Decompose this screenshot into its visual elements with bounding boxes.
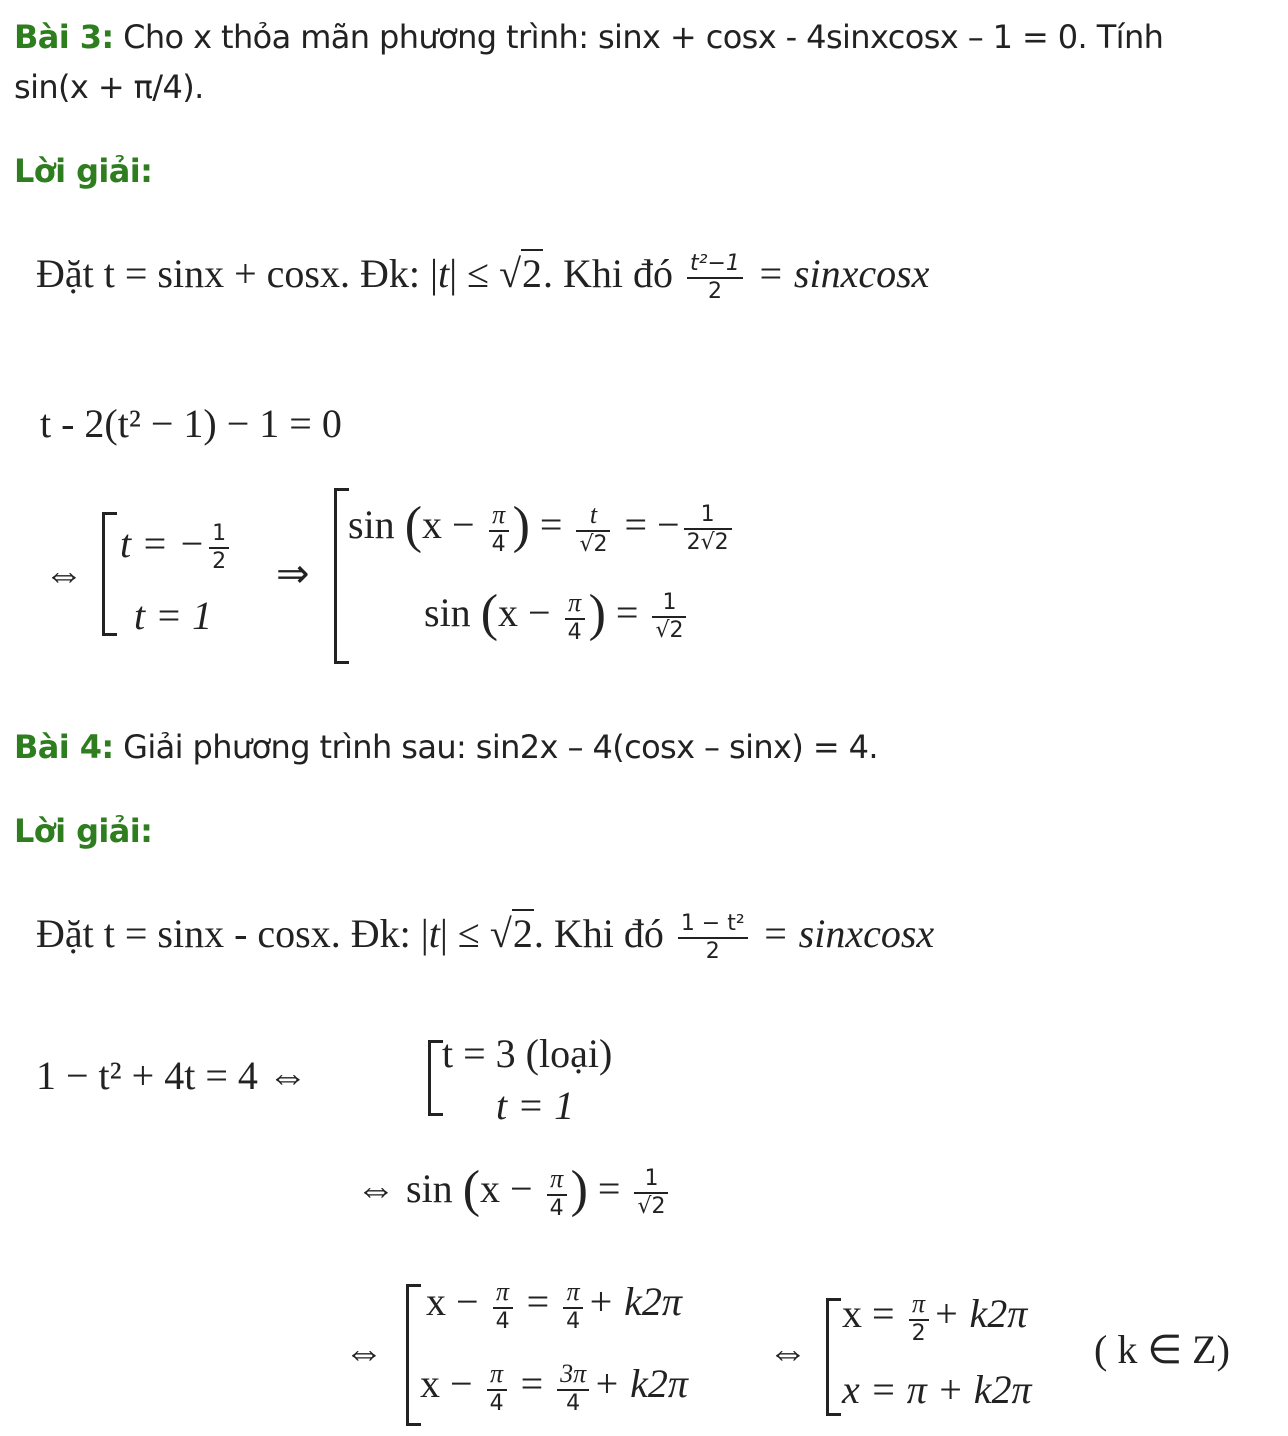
fraction-pi-2: [909, 1288, 929, 1346]
den: √2: [655, 617, 684, 643]
paren-close: ): [588, 585, 606, 642]
bracket-left-4: [406, 1284, 421, 1426]
eq: =: [539, 502, 563, 547]
solution-3-equation: t - 2(t² − 1) − 1 = 0: [40, 401, 342, 446]
problem-3-statement: [14, 18, 1163, 56]
var-t: t: [438, 251, 450, 296]
fraction-pi-4: [493, 1276, 513, 1334]
k-in-z: ( k ∈ Z): [1094, 1327, 1230, 1372]
leq: | ≤: [449, 251, 500, 296]
num: π: [493, 1279, 513, 1309]
bracket-left-3: [428, 1040, 443, 1116]
problem-4-statement: [14, 728, 878, 766]
sqrt-sign: √: [499, 251, 522, 296]
den: 4: [566, 1308, 581, 1334]
khi-do: . Khi đó: [543, 251, 684, 296]
bracket-left-2: [334, 488, 349, 664]
sinxcosx: = sinxcosx: [746, 251, 930, 296]
solution-3-substitution: [36, 250, 929, 303]
num: 3π: [557, 1361, 589, 1391]
case-t-1: t = 1: [496, 1083, 575, 1128]
eq: =: [520, 1361, 544, 1406]
paren-close: ): [570, 1161, 588, 1218]
solution-3-heading: Lời giải:: [14, 152, 153, 190]
sin: sin: [348, 502, 395, 547]
paren-open: (: [462, 1161, 481, 1218]
num: π: [487, 1361, 507, 1391]
eq: =: [597, 1166, 621, 1211]
problem-4-label: Bài 4:: [14, 728, 114, 766]
den: 4: [566, 1390, 581, 1416]
problem-4-text: Giải phương trình sau: sin2x – 4(cosx – sinx) = 4.: [113, 728, 878, 766]
fraction-pi-4: [487, 1358, 507, 1416]
iff-sin: ⇔ sin: [356, 1166, 453, 1211]
solution-4-sin-eq: [356, 1160, 672, 1220]
x-minus: x −: [498, 590, 561, 635]
iff-symbol-2: ⇔: [344, 1329, 384, 1374]
frac-num: 1 − t²: [678, 913, 748, 939]
fraction-t-sqrt2: [576, 499, 610, 557]
x-minus: x −: [422, 502, 485, 547]
den: 4: [489, 1390, 504, 1416]
sqrt-2: [499, 250, 543, 297]
eq: =: [526, 1279, 550, 1324]
sinxcosx: = sinxcosx: [751, 911, 935, 956]
den: 4: [549, 1195, 564, 1221]
iff-symbol: ⇔: [44, 551, 84, 596]
den: 4: [567, 619, 582, 645]
fraction-1-sqrt2: [652, 589, 686, 643]
eq: =: [615, 590, 639, 635]
num: 1: [209, 523, 229, 549]
fraction-1-sqrt2: [634, 1165, 668, 1219]
sqrt-arg: 2: [522, 251, 543, 296]
solution-4-heading: Lời giải:: [14, 812, 153, 850]
fraction-pi-4: [489, 499, 509, 557]
plus-k2pi: + k2π: [932, 1291, 1028, 1336]
den: 2: [212, 548, 227, 574]
solution-4-substitution: [36, 910, 934, 963]
problem-3-statement-cont: sin(x + π/4).: [14, 68, 204, 106]
sin: sin: [424, 590, 471, 635]
leq: | ≤: [439, 911, 490, 956]
fraction-pi-4-b: [563, 1276, 583, 1334]
num: π: [489, 502, 509, 532]
final-solution-2: x = π + k2π: [842, 1367, 1032, 1412]
den: 2: [911, 1320, 926, 1346]
x-minus: x −: [426, 1279, 479, 1324]
result-sin-pos: [424, 584, 690, 644]
fraction-1-2sqrt2: [684, 501, 732, 555]
frac-num: t²−1: [687, 253, 743, 279]
eq-neg: = −: [624, 502, 680, 547]
paren-open: (: [480, 585, 499, 642]
frac-den: 2: [707, 278, 722, 304]
implies-symbol: ⇒: [276, 551, 310, 596]
bracket-left-5: [826, 1298, 841, 1416]
case1-text: t = −: [120, 521, 206, 566]
solution-row-2: [420, 1360, 688, 1415]
x-minus: x −: [480, 1166, 543, 1211]
frac-den: 2: [705, 938, 720, 964]
sub-text: Đặt t = sinx + cosx. Đk: |: [36, 251, 438, 296]
den: √2: [579, 531, 608, 557]
problem-3-label: Bài 3:: [14, 18, 114, 56]
plus-k2pi: + k2π: [587, 1279, 682, 1324]
fraction-pi-4: [565, 587, 585, 645]
den: 4: [495, 1308, 510, 1334]
num: π: [909, 1291, 929, 1321]
fraction-3pi-4: [557, 1358, 589, 1416]
paren-open: (: [404, 497, 423, 554]
fraction-t2-1-over-2: [687, 250, 743, 304]
sqrt-arg: 2: [512, 911, 533, 956]
den: 2√2: [686, 529, 729, 555]
num: 1: [634, 1168, 668, 1194]
fraction-half: [209, 520, 229, 574]
solution-row-1: [426, 1278, 682, 1333]
khi-do: . Khi đó: [533, 911, 674, 956]
x-minus: x −: [420, 1361, 473, 1406]
sqrt-sign: √: [489, 911, 512, 956]
den: 4: [491, 531, 506, 557]
x-eq: x =: [842, 1291, 895, 1336]
paren-close: ): [512, 497, 530, 554]
problem-3-text: Cho x thỏa mãn phương trình: sinx + cosx - 4sinxcosx – 1 = 0. Tính: [113, 18, 1164, 56]
fraction-pi-4: [547, 1163, 567, 1221]
sqrt-2: [490, 910, 534, 957]
iff-symbol-3: ⇔: [768, 1329, 808, 1374]
plus-k2pi: + k2π: [593, 1361, 688, 1406]
var-t: t: [428, 911, 440, 956]
case-t-equals-1: t = 1: [134, 593, 213, 638]
case-t-3-rejected: t = 3 (loại): [442, 1031, 613, 1076]
num: 1: [652, 592, 686, 618]
fraction-1-t2-over-2: [678, 910, 748, 964]
num: π: [565, 590, 585, 620]
num: π: [547, 1166, 567, 1196]
num: 1: [684, 504, 732, 530]
result-sin-neg: [348, 496, 736, 556]
den: √2: [637, 1193, 666, 1219]
bracket-left-1: [102, 512, 117, 636]
sub-text: Đặt t = sinx - cosx. Đk: |: [36, 911, 429, 956]
num: π: [563, 1279, 583, 1309]
solution-4-quadratic: 1 − t² + 4t = 4 ⇔: [36, 1053, 308, 1098]
num: t: [576, 502, 610, 532]
final-solution-1: [842, 1290, 1027, 1345]
case-t-minus-half: [120, 520, 233, 573]
